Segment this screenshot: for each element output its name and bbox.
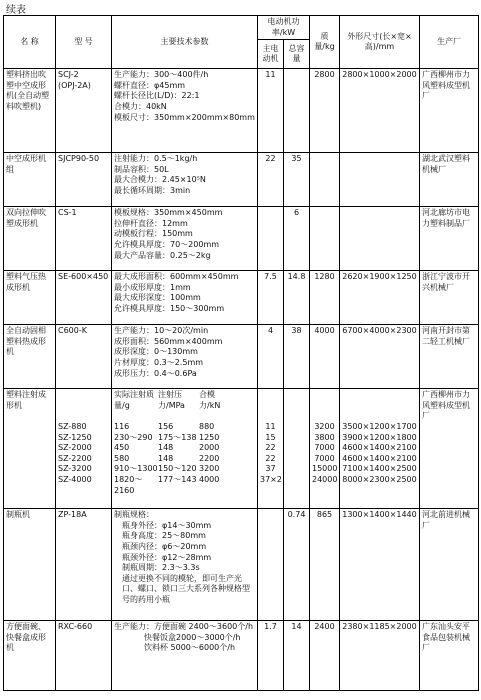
total-power: 6 <box>284 207 310 271</box>
model-line: SZ-4000 <box>58 474 92 484</box>
spec-line: 允许模具厚度：150～300mm <box>114 303 225 313</box>
col-header-power: 电动机功率/kW <box>258 16 310 40</box>
injection-pressure: 156 <box>158 421 174 431</box>
specs-cell <box>112 509 258 621</box>
dimensions: 2620×1900×1250 <box>340 271 420 325</box>
size-value: 4600×1400×2100 <box>342 443 417 453</box>
sub-header: 合模力/kN <box>199 390 221 410</box>
clamp-force: 880 <box>199 421 215 431</box>
spec-line: 瓶颈内径：φ6～20mm <box>122 541 207 551</box>
spec-line: 最大成形深度：100mm <box>114 293 201 303</box>
mass-value: 3200 <box>314 421 335 431</box>
mass: 2400 <box>310 621 340 691</box>
mass <box>310 389 340 509</box>
spec-line: 制瓶规格： <box>114 510 154 520</box>
spec-line: 成形面积：560mm×400mm <box>114 336 223 346</box>
sub-header: 实际注射质量/g <box>114 390 154 410</box>
spec-line: 最大产品容量：0.25～2kg <box>114 250 211 260</box>
model-cell: C600-K <box>56 325 112 389</box>
dimensions: 1300×1400×1440 <box>340 509 420 621</box>
main-power: 1.7 <box>258 621 284 691</box>
machine-name: 双向拉伸吹塑成形机 <box>4 207 56 271</box>
specs-cell <box>112 271 258 325</box>
spec-line: 螺杆长径比(L/D)：22:1 <box>114 91 200 101</box>
injection-spec-grid <box>114 390 255 411</box>
table-row <box>4 389 479 509</box>
dimensions: 2800×1000×2000 <box>340 69 420 153</box>
clamp-force: 2000 <box>199 443 220 453</box>
model-cell: RXC-660 <box>56 621 112 691</box>
total-power: 35 <box>284 153 310 207</box>
col-header-specs: 主要技术参数 <box>112 16 258 69</box>
mass <box>310 153 340 207</box>
total-power: 14 <box>284 621 310 691</box>
spec-line: 瓶身外径：φ14～30mm <box>122 520 212 530</box>
injection-pressure: 148 <box>158 443 174 453</box>
spec-line: 最大合模力：2.45×10⁵N <box>114 175 206 185</box>
spec-line: 快餐饭盒2000～3000个/h <box>144 632 241 642</box>
shot-weight: 450 <box>114 443 130 453</box>
manufacturer: 湖北武汉塑料机械厂 <box>420 153 479 207</box>
spec-line: 拉伸杆直径：12mm <box>114 218 188 228</box>
power-value: 22 <box>265 453 276 463</box>
col-header-name: 名 称 <box>4 16 56 69</box>
shot-weight: 580 <box>114 453 130 463</box>
size-value: 3500×1200×1700 <box>342 421 417 431</box>
manufacturer: 广西柳州市力风塑料成型机厂 <box>420 389 479 509</box>
manufacturer: 浙江宁波市开兴机械厂 <box>420 271 479 325</box>
table-row <box>4 207 479 271</box>
shot-weight: 910～1300 <box>114 464 158 474</box>
mass <box>310 207 340 271</box>
size-value: 3900×1200×1800 <box>342 432 417 442</box>
total-power <box>284 69 310 153</box>
mass-value: 3800 <box>314 432 335 442</box>
machine-name: 中空成形机组 <box>4 153 56 207</box>
injection-values-grid <box>114 422 255 496</box>
manufacturer: 河北廊坊市电力塑料制品厂 <box>420 207 479 271</box>
main-power: 22 <box>258 153 284 207</box>
specs-cell <box>112 325 258 389</box>
model-cell <box>56 389 112 509</box>
shot-weight: 230～290 <box>114 432 153 442</box>
model-cell: ZP-18A <box>56 509 112 621</box>
total-power <box>284 389 310 509</box>
injection-pressure: 150～120 <box>158 464 197 474</box>
table-row <box>4 69 479 153</box>
machine-name: 制瓶机 <box>4 509 56 621</box>
model-cell: CS-1 <box>56 207 112 271</box>
power-value: 15 <box>265 432 276 442</box>
spec-line: 生产能力：10～20次/min <box>114 326 209 336</box>
spec-line: 制瓶周期：2.3～3.3s <box>122 563 200 573</box>
mass-value: 7000 <box>314 443 335 453</box>
specs-cell <box>112 69 258 153</box>
mass: 2800 <box>310 69 340 153</box>
table-row <box>4 271 479 325</box>
mass: 865 <box>310 509 340 621</box>
col-header-power-main: 主电动机 <box>258 40 284 69</box>
spec-line: 生产能力：方便面碗 2400～3600个/h <box>114 622 254 632</box>
clamp-force: 3200 <box>199 464 220 474</box>
injection-pressure: 148 <box>158 453 174 463</box>
sub-header: 注射压力/MPa <box>158 390 185 410</box>
dimensions: 2380×1185×2000 <box>340 621 420 691</box>
total-power: 0.74 <box>284 509 310 621</box>
dimensions: 6700×4000×2300 <box>340 325 420 389</box>
dimensions <box>340 153 420 207</box>
power-value: 22 <box>265 443 276 453</box>
model-cell: SJCP90-50 <box>56 153 112 207</box>
spec-line: 瓶颈外径：φ12～28mm <box>122 552 212 562</box>
specs-cell <box>112 153 258 207</box>
specs-cell <box>112 207 258 271</box>
spec-line: 允许模具厚度：70～200mm <box>114 239 220 249</box>
manufacturer: 广西柳州市力风塑料成型机厂 <box>420 69 479 153</box>
shot-weight: 116 <box>114 421 130 431</box>
clamp-force: 2200 <box>199 453 220 463</box>
spec-line: 生产能力：300～400件/h <box>114 70 209 80</box>
machine-name: 塑料注射成形机 <box>4 389 56 509</box>
size-value: 7100×1400×2500 <box>342 464 417 474</box>
model-line: SZ-2000 <box>58 443 92 453</box>
main-power <box>258 389 284 509</box>
spec-line: 饮料杯 5000～6000个/h <box>144 643 236 653</box>
table-row <box>4 621 479 691</box>
specs-cell <box>112 389 258 509</box>
machine-name: 塑料挤出吹塑中空成形机(全自动塑料吹塑机) <box>4 69 56 153</box>
spec-line: 最大成形面积：600mm×450mm <box>114 272 239 282</box>
main-power <box>258 207 284 271</box>
equipment-table <box>3 15 479 691</box>
spec-line: 最小成形厚度：1mm <box>114 282 191 292</box>
size-value: 8000×2300×2500 <box>342 474 417 484</box>
spec-line: 瓶身高度：25～80mm <box>122 531 206 541</box>
model-line: SZ-1250 <box>58 432 92 442</box>
model-cell <box>56 69 112 153</box>
main-power: 4 <box>258 325 284 389</box>
model-line: SCJ-2 <box>58 70 79 80</box>
spec-line: 成形深度：0～130mm <box>114 347 198 357</box>
col-header-mass: 质量/kg <box>310 16 340 69</box>
spec-line: 通过更换不同的模轮，即可生产光口、螺口、锁口三大系列各种规格型号的药用小瓶 <box>122 573 250 604</box>
spec-line: 动模板行程：150mm <box>114 229 193 239</box>
mass-value: 15000 <box>312 464 338 474</box>
mass: 1280 <box>310 271 340 325</box>
main-power: 7.5 <box>258 271 284 325</box>
spec-line: 注射能力：0.5～1kg/h <box>114 154 198 164</box>
col-header-power-total: 总容量 <box>284 40 310 69</box>
continued-label: 续表 <box>6 5 26 16</box>
injection-pressure: 177～143 <box>158 474 197 484</box>
power-value: 37×2 <box>260 474 282 484</box>
mass: 4000 <box>310 325 340 389</box>
injection-pressure: 175～138 <box>158 432 197 442</box>
mass-value: 7000 <box>314 453 335 463</box>
spec-line: 螺杆直径：φ45mm <box>114 80 186 90</box>
machine-name: 塑料气压热成形机 <box>4 271 56 325</box>
total-power: 38 <box>284 325 310 389</box>
power-value: 11 <box>265 421 276 431</box>
main-power <box>258 509 284 621</box>
power-value: 37 <box>265 464 276 474</box>
spec-line: 最长循环周期：3min <box>114 185 191 195</box>
mass-value: 24000 <box>312 474 338 484</box>
manufacturer: 广东汕头安平食品包装机械厂 <box>420 621 479 691</box>
spec-line: 制品容积：50L <box>114 164 169 174</box>
table-row <box>4 325 479 389</box>
main-power: 11 <box>258 69 284 153</box>
clamp-force: 4000 <box>199 474 220 484</box>
machine-name: 全自动固相塑料热成形机 <box>4 325 56 389</box>
dimensions <box>340 389 420 509</box>
shot-weight: 1820～2160 <box>114 474 143 495</box>
total-power: 14.8 <box>284 271 310 325</box>
model-cell: SE-600×450 <box>56 271 112 325</box>
spec-line: 合模力：40kN <box>114 101 167 111</box>
spec-line: 片材厚度：0.3～2.5mm <box>114 357 204 367</box>
model-line: SZ-880 <box>58 421 87 431</box>
model-line: (OPJ-2A) <box>58 80 91 90</box>
table-row <box>4 509 479 621</box>
spec-line: 模板尺寸：350mm×200mm×80mm <box>114 112 255 122</box>
spec-line: 成形压力：0.4～0.6Pa <box>114 368 197 378</box>
machine-name: 方便面碗、快餐盒成形机 <box>4 621 56 691</box>
manufacturer: 河南开封市第二轻工机械厂 <box>420 325 479 389</box>
col-header-maker: 生产厂 <box>420 16 479 69</box>
model-line: SZ-3200 <box>58 464 92 474</box>
col-header-size: 外形尺寸(长×宽×高)/mm <box>340 16 420 69</box>
table-row <box>4 153 479 207</box>
manufacturer: 河北前进机械厂 <box>420 509 479 621</box>
model-line: SZ-2200 <box>58 453 92 463</box>
dimensions <box>340 207 420 271</box>
col-header-model: 型 号 <box>56 16 112 69</box>
clamp-force: 1250 <box>199 432 220 442</box>
specs-cell <box>112 621 258 691</box>
size-value: 4600×1400×2100 <box>342 453 417 463</box>
spec-line: 模板规格：350mm×450mm <box>114 208 223 218</box>
